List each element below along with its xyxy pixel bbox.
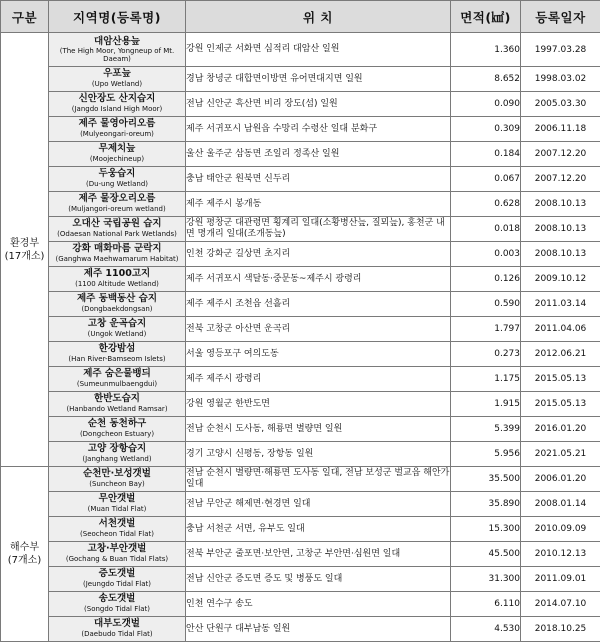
wetland-name-cell [49, 242, 186, 267]
wetland-name-korean: 강화 매화마름 군락지 [72, 243, 162, 254]
group-label: 해수부 [10, 542, 39, 553]
date-cell: 1997.03.28 [521, 33, 600, 67]
wetland-name-korean: 순천만·보성갯벌 [83, 468, 151, 479]
date-cell: 2012.06.21 [521, 342, 600, 367]
table-row [1, 492, 600, 517]
area-cell: 0.309 [451, 117, 521, 142]
location-cell: 경남 창녕군 대합면이방면 유어면대지면 일원 [186, 67, 451, 92]
location-cell: 울산 울주군 삼동면 조일리 정족산 일원 [186, 142, 451, 167]
wetland-name-cell [49, 392, 186, 417]
wetland-name-english: (Dongbaekdongsan) [81, 305, 153, 313]
wetland-name-cell [49, 217, 186, 242]
table-row [1, 317, 600, 342]
wetland-name-korean: 두웅습지 [98, 168, 136, 179]
location-cell: 전남 신안군 증도면 증도 및 병풍도 일대 [186, 567, 451, 592]
table-row [1, 192, 600, 217]
area-cell: 1.360 [451, 33, 521, 67]
area-cell: 0.003 [451, 242, 521, 267]
wetland-name-english: (Sumeunmulbaengdui) [76, 380, 158, 388]
wetland-name-korean: 제주 물영아리오름 [78, 118, 156, 129]
wetland-name-korean: 무제치늪 [98, 143, 136, 154]
group-count: (7개소) [7, 555, 42, 566]
table-row [1, 392, 600, 417]
table-row [1, 567, 600, 592]
wetland-name-cell [49, 67, 186, 92]
wetland-name-korean: 제주 동백동산 습지 [76, 293, 158, 304]
table-row [1, 292, 600, 317]
wetland-name-korean: 대부도갯벌 [94, 618, 140, 629]
location-cell: 강원 영월군 한반도면 [186, 392, 451, 417]
wetland-name-english: (Mulyeongari-oreum) [80, 130, 154, 138]
area-cell: 45.500 [451, 542, 521, 567]
table-row [1, 542, 600, 567]
wetland-name-english: (Suncheon Bay) [89, 480, 145, 488]
wetland-name-korean: 순천 동천하구 [87, 418, 147, 429]
wetland-name-english: (Muan Tidal Flat) [87, 505, 147, 513]
table-row [1, 467, 600, 492]
area-cell: 5.956 [451, 442, 521, 467]
date-cell: 1998.03.02 [521, 67, 600, 92]
table-row [1, 117, 600, 142]
wetland-name-english: (Du-ung Wetland) [85, 180, 149, 188]
wetland-name-korean: 제주 물장오리오름 [78, 193, 156, 204]
group-cell [1, 467, 49, 642]
wetland-name-cell [49, 142, 186, 167]
wetland-name-english: (Muljangori-oreum wetland) [68, 205, 166, 213]
table-row [1, 92, 600, 117]
header-area: 면적(㎢) [451, 1, 521, 33]
area-cell: 31.300 [451, 567, 521, 592]
location-cell: 전남 순천시 도사동, 해룡면 별량면 일원 [186, 417, 451, 442]
date-cell: 2011.03.14 [521, 292, 600, 317]
wetland-name-korean: 우포늪 [103, 68, 131, 79]
header-row [1, 1, 600, 33]
wetland-name-english: (Han River-Bamseom Islets) [68, 355, 166, 363]
area-cell: 0.090 [451, 92, 521, 117]
area-cell: 6.110 [451, 592, 521, 617]
date-cell: 2009.10.12 [521, 267, 600, 292]
area-cell: 0.628 [451, 192, 521, 217]
wetland-name-english: (Ungok Wetland) [87, 330, 147, 338]
date-cell: 2010.09.09 [521, 517, 600, 542]
date-cell: 2010.12.13 [521, 542, 600, 567]
wetland-name-korean: 한강밤섬 [98, 343, 136, 354]
date-cell: 2008.10.13 [521, 217, 600, 242]
location-cell: 강원 인제군 서화면 심적리 대암산 일원 [186, 33, 451, 67]
table-row [1, 592, 600, 617]
wetland-name-cell [49, 267, 186, 292]
date-cell: 2011.09.01 [521, 567, 600, 592]
location-cell: 전남 무안군 해제면·현경면 일대 [186, 492, 451, 517]
table-row [1, 67, 600, 92]
table-row [1, 342, 600, 367]
area-cell: 1.175 [451, 367, 521, 392]
area-cell: 15.300 [451, 517, 521, 542]
wetland-name-korean: 고창·부안갯벌 [87, 543, 147, 554]
wetland-name-korean: 고창 운곡습지 [87, 318, 147, 329]
date-cell: 2021.05.21 [521, 442, 600, 467]
wetland-name-korean: 오대산 국립공원 습지 [72, 218, 162, 229]
wetland-name-korean: 대암산용늪 [94, 35, 140, 47]
area-cell: 4.530 [451, 617, 521, 642]
date-cell: 2007.12.20 [521, 142, 600, 167]
wetland-name-cell [49, 342, 186, 367]
date-cell: 2015.05.13 [521, 367, 600, 392]
table-row [1, 33, 600, 67]
wetland-name-cell [49, 292, 186, 317]
location-cell: 전남 순천시 별량면·해룡면 도사동 일대, 전남 보성군 벌교읍 해안가 일대 [186, 467, 451, 492]
header-location: 위 치 [186, 1, 451, 33]
wetland-name-cell [49, 567, 186, 592]
date-cell: 2015.05.13 [521, 392, 600, 417]
wetland-name-cell [49, 417, 186, 442]
table-row [1, 167, 600, 192]
area-cell: 5.399 [451, 417, 521, 442]
wetland-name-english: (Janghang Wetland) [82, 455, 152, 463]
wetland-name-english: (Upo Wetland) [91, 80, 143, 88]
location-cell: 인천 강화군 길상면 초지리 [186, 242, 451, 267]
wetland-name-english: (1100 Altitude Wetland) [75, 280, 159, 288]
location-cell: 전북 부안군 줄포면·보안면, 고창군 부안면·심원면 일대 [186, 542, 451, 567]
wetland-name-korean: 서천갯벌 [98, 518, 136, 529]
wetland-name-english: (Ganghwa Maehwamarum Habitat) [55, 255, 179, 263]
location-cell: 안산 단원구 대부남동 일원 [186, 617, 451, 642]
date-cell: 2016.01.20 [521, 417, 600, 442]
area-cell: 0.273 [451, 342, 521, 367]
location-cell: 경기 고양시 신평동, 장항동 일원 [186, 442, 451, 467]
date-cell: 2014.07.10 [521, 592, 600, 617]
area-cell: 0.126 [451, 267, 521, 292]
date-cell: 2005.03.30 [521, 92, 600, 117]
group-label: 환경부 [10, 237, 39, 249]
wetland-name-korean: 제주 숨은물뱅듸 [83, 368, 151, 379]
wetland-name-english: (Daebudo Tidal Flat) [81, 630, 153, 638]
wetland-name-english: (Songdo Tidal Flat) [84, 605, 150, 613]
wetland-name-cell [49, 542, 186, 567]
table-row [1, 517, 600, 542]
date-cell: 2008.10.13 [521, 192, 600, 217]
date-cell: 2008.10.13 [521, 242, 600, 267]
location-cell: 제주 서귀포시 남원읍 수망리 수령산 일대 분화구 [186, 117, 451, 142]
group-cell [1, 33, 49, 467]
area-cell: 0.184 [451, 142, 521, 167]
wetland-name-cell [49, 33, 186, 67]
location-cell: 강원 평창군 대관령면 횡계리 일대(소황병산늪, 질뫼늪), 홍천군 내면 명개리 일대(조개동늪) [186, 217, 451, 242]
date-cell: 2006.01.20 [521, 467, 600, 492]
wetland-name-cell [49, 467, 186, 492]
area-cell: 35.500 [451, 467, 521, 492]
wetland-name-english: (Seocheon Tidal Flat) [80, 530, 154, 538]
date-cell: 2007.12.20 [521, 167, 600, 192]
wetland-name-english: (Odaesan National Park Wetlands) [57, 230, 177, 238]
wetland-name-english: (Jeungdo Tidal Flat) [82, 580, 151, 588]
wetland-name-cell [49, 92, 186, 117]
table-row [1, 417, 600, 442]
area-cell: 8.652 [451, 67, 521, 92]
area-cell: 0.067 [451, 167, 521, 192]
wetland-name-korean: 한반도습지 [94, 393, 140, 404]
table-row [1, 617, 600, 642]
wetland-name-cell [49, 517, 186, 542]
area-cell: 1.797 [451, 317, 521, 342]
location-cell: 충남 서천군 서면, 유부도 일대 [186, 517, 451, 542]
wetland-name-cell [49, 492, 186, 517]
wetland-name-korean: 증도갯벌 [98, 568, 136, 579]
wetland-name-english: (Dongcheon Estuary) [79, 430, 155, 438]
wetland-name-cell [49, 592, 186, 617]
wetland-name-english: (The High Moor, Yongneup of Mt. Daeam) [59, 46, 175, 63]
location-cell: 제주 서귀포시 색달동·중문동~제주시 광령리 [186, 267, 451, 292]
wetland-name-korean: 고양 장항습지 [87, 443, 147, 454]
wetland-name-cell [49, 367, 186, 392]
header-date: 등록일자 [521, 1, 600, 33]
date-cell: 2008.01.14 [521, 492, 600, 517]
table-row [1, 442, 600, 467]
wetland-name-cell [49, 167, 186, 192]
wetland-name-cell [49, 192, 186, 217]
table-row [1, 267, 600, 292]
location-cell: 제주 제주시 봉개동 [186, 192, 451, 217]
location-cell: 인천 연수구 송도 [186, 592, 451, 617]
table-row [1, 367, 600, 392]
location-cell: 충남 태안군 원북면 신두리 [186, 167, 451, 192]
wetland-name-cell [49, 117, 186, 142]
area-cell: 0.018 [451, 217, 521, 242]
table-row [1, 217, 600, 242]
wetland-name-korean: 제주 1100고지 [83, 268, 151, 279]
wetland-name-cell [49, 317, 186, 342]
wetland-name-cell [49, 617, 186, 642]
wetland-name-english: (Moojechineup) [89, 155, 145, 163]
table-row [1, 142, 600, 167]
wetland-name-english: (Jangdo Island High Moor) [71, 105, 163, 113]
location-cell: 제주 제주시 광령리 [186, 367, 451, 392]
wetland-name-cell [49, 442, 186, 467]
location-cell: 제주 제주시 조천읍 선흘리 [186, 292, 451, 317]
date-cell: 2018.10.25 [521, 617, 600, 642]
location-cell: 전남 신안군 흑산면 비리 장도(섬) 일원 [186, 92, 451, 117]
wetland-name-korean: 신안장도 산지습지 [78, 93, 156, 104]
group-count: (17개소) [4, 250, 45, 262]
date-cell: 2011.04.06 [521, 317, 600, 342]
location-cell: 전북 고창군 아산면 운곡리 [186, 317, 451, 342]
location-cell: 서울 영등포구 여의도동 [186, 342, 451, 367]
area-cell: 1.915 [451, 392, 521, 417]
area-cell: 35.890 [451, 492, 521, 517]
header-division: 구분 [1, 1, 49, 33]
wetland-name-korean: 송도갯벌 [98, 593, 136, 604]
header-name: 지역명(등록명) [49, 1, 186, 33]
table-row [1, 242, 600, 267]
area-cell: 0.590 [451, 292, 521, 317]
date-cell: 2006.11.18 [521, 117, 600, 142]
wetland-name-korean: 무안갯벌 [98, 493, 136, 504]
wetland-name-english: (Hanbando Wetland Ramsar) [66, 405, 168, 413]
wetland-name-english: (Gochang & Buan Tidal Flats) [65, 555, 169, 563]
